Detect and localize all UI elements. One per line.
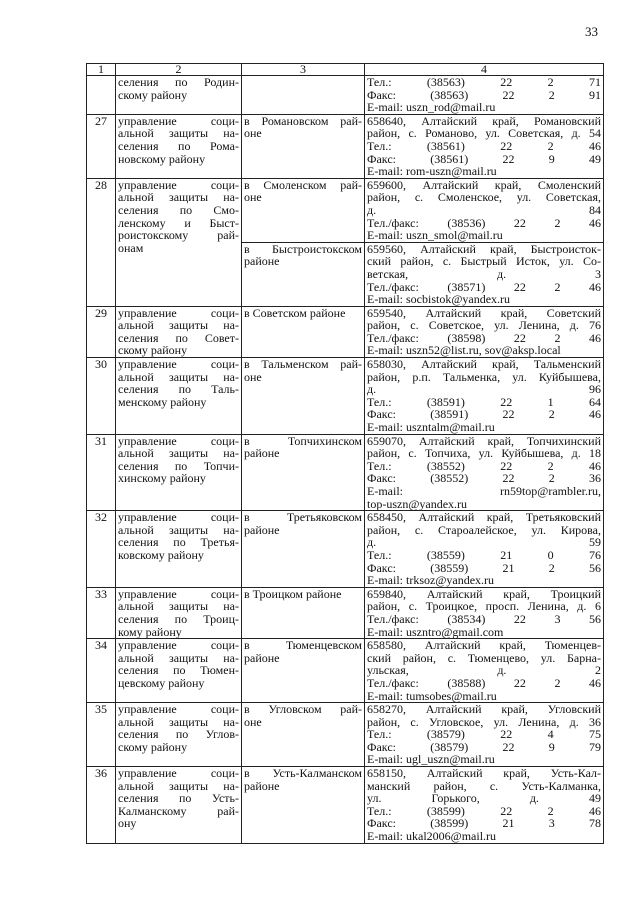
text-line: top-uszn@yandex.ru [367, 496, 468, 511]
column-number-4: 4 [365, 64, 604, 76]
contacts-cell [365, 639, 604, 703]
text-line: ону [118, 816, 137, 831]
contacts-cell [365, 511, 604, 588]
text-line: альной защиты на- [118, 446, 239, 461]
text-line: район, с. Советское, ул. Ленина, д. 76 [367, 318, 601, 333]
text-line: в Советском районе [244, 306, 346, 320]
page-number: 33 [585, 24, 598, 39]
row-number: 29 [87, 306, 116, 357]
district-cell [242, 242, 365, 306]
text-line: альной защиты на- [118, 369, 239, 384]
column-number-2: 2 [116, 64, 242, 76]
text-line: альной защиты на- [118, 714, 239, 729]
text-line: E-mail: trksoz@yandex.ru [367, 573, 495, 588]
text-line: селения по Троиц- [118, 611, 239, 626]
contacts-cell [365, 358, 604, 435]
district-cell [242, 511, 365, 588]
text-line: хинскому району [118, 471, 206, 486]
text-line: селения по Родин- [118, 75, 239, 89]
text-line: управление соци- [118, 587, 239, 601]
text-line: в Быстроистокском [244, 242, 362, 256]
table-row [87, 358, 604, 435]
organization-name [116, 434, 242, 511]
text-line: район, с. Троицкое, просп. Ленина, д. 6 [367, 599, 601, 614]
row-number: 36 [87, 767, 116, 844]
contacts-cell [365, 178, 604, 242]
text-line: Факс: (38599) 21 3 78 [367, 816, 601, 831]
row-number: 30 [87, 358, 116, 435]
text-line: 658640, Алтайский край, Романовский [367, 114, 601, 128]
text-line: E-mail: socbistok@yandex.ru [367, 292, 511, 307]
contacts-cell [365, 306, 604, 357]
text-line: управление соци- [118, 114, 239, 128]
text-line: скому району [118, 343, 188, 358]
text-line: управление соци- [118, 434, 239, 448]
table-row [87, 306, 604, 357]
text-line: управление соци- [118, 638, 239, 653]
text-line: селения по Третья- [118, 535, 239, 550]
text-line: Тел.: (38559) 21 0 76 [367, 547, 601, 562]
text-line: в Смоленском рай- [244, 178, 362, 192]
text-line: селения по Рома- [118, 138, 239, 153]
text-line: управление соци- [118, 510, 239, 525]
text-line: в Тальменском рай- [244, 357, 362, 372]
text-line: менскому району [118, 394, 207, 409]
district-cell [242, 434, 365, 511]
text-line: кому району [118, 624, 182, 639]
table-row [87, 511, 604, 588]
district-cell [242, 639, 365, 703]
row-number: 34 [87, 639, 116, 703]
text-line: Тел.: (38599) 22 2 46 [367, 803, 601, 818]
table-row [87, 767, 604, 844]
text-line: альной защиты на- [118, 522, 239, 537]
text-line: альной защиты на- [118, 650, 239, 665]
text-line: оне [244, 714, 262, 729]
text-line: 659560, Алтайский край, Быстроисток- [367, 242, 601, 256]
text-line: альной защиты на- [118, 778, 239, 793]
text-line: селения по Топчи- [118, 458, 239, 473]
text-line: новскому району [118, 151, 206, 166]
text-line: Тел.: (38591) 22 1 64 [367, 394, 601, 409]
text-line: управление соци- [118, 306, 239, 320]
text-line: селения по Тюмен- [118, 663, 239, 678]
organization-name [116, 703, 242, 767]
text-line: Тел.: (38579) 22 4 75 [367, 727, 601, 742]
text-line: E-mail: uszn_smol@mail.ru [367, 228, 503, 243]
organization-name [116, 358, 242, 435]
contacts-cell [365, 242, 604, 306]
organization-name [116, 639, 242, 703]
text-line: Факс: (38561) 22 9 49 [367, 151, 601, 166]
text-line: в Троицком районе [244, 587, 342, 601]
contacts-cell [365, 703, 604, 767]
column-number-3: 3 [242, 64, 365, 76]
text-line: управление соци- [118, 766, 239, 781]
district-cell [242, 306, 365, 357]
text-line: альной защиты на- [118, 599, 239, 614]
text-line: управление соци- [118, 178, 239, 192]
text-line: E-mail: uszn52@list.ru, sov@aksp.local [367, 343, 561, 358]
text-line: E-mail: tumsobes@mail.ru [367, 688, 497, 703]
district-cell [242, 767, 365, 844]
row-number: 33 [87, 587, 116, 638]
text-line: E-mail: uszn_rod@mail.ru [367, 100, 496, 115]
text-line: район, р.п. Тальменка, ул. Куйбышева, [367, 369, 601, 384]
row-number: 32 [87, 511, 116, 588]
text-line: район, с. Угловское, ул. Ленина, д. 36 [367, 714, 601, 729]
contacts-cell [365, 114, 604, 178]
organization-name [116, 511, 242, 588]
text-line: E-mail: ugl_uszn@mail.ru [367, 752, 495, 767]
text-line: 659070, Алтайский край, Топчихинский [367, 434, 601, 448]
organization-name [116, 76, 242, 115]
text-line: Тел./факс: (38588) 22 2 46 [367, 675, 601, 690]
text-line: селения по Углов- [118, 727, 239, 742]
text-line: районе [244, 778, 280, 793]
text-line: ский район, с. Тюменцево, ул. Барна- [367, 650, 601, 665]
text-line: 658150, Алтайский край, Усть-Кал- [367, 766, 601, 781]
table-row [87, 76, 604, 115]
contacts-cell [365, 767, 604, 844]
text-line: район, с. Староалейское, ул. Кирова, [367, 522, 601, 537]
column-number-1: 1 [87, 64, 116, 76]
table-row [87, 639, 604, 703]
text-line: Тел.: (38552) 22 2 46 [367, 458, 601, 473]
text-line: район, с. Романово, ул. Советская, д. 54 [367, 126, 601, 141]
text-line: Факс: (38591) 22 2 46 [367, 407, 601, 422]
text-line: ветская, д. 3 [367, 266, 601, 281]
row-number: 28 [87, 178, 116, 306]
text-line: манский район, с. Усть-Калманка, [367, 778, 601, 793]
text-line: Тел./факс: (38536) 22 2 46 [367, 215, 601, 230]
text-line: в Третьяковском [244, 510, 362, 525]
text-line: E-mail: rn59top@rambler.ru, [367, 484, 601, 498]
district-offices-table [86, 63, 604, 844]
row-number [87, 76, 116, 115]
text-line: селения по Смо- [118, 202, 239, 217]
text-line: ул. Горького, д. 49 [367, 791, 601, 806]
table-row [87, 703, 604, 767]
organization-name [116, 306, 242, 357]
table-row [87, 434, 604, 511]
district-cell [242, 114, 365, 178]
text-line: Факс: (38579) 22 9 79 [367, 739, 601, 754]
row-number: 27 [87, 114, 116, 178]
text-line: в Тюменцевском [244, 638, 362, 653]
text-line: селения по Таль- [118, 382, 239, 397]
text-line: 659840, Алтайский край, Троицкий [367, 587, 601, 601]
text-line: Факс: (38559) 21 2 56 [367, 560, 601, 575]
text-line: 659540, Алтайский край, Советский [367, 306, 601, 320]
text-line: E-mail: uszntro@gmail.com [367, 624, 504, 639]
text-line: д. 84 [367, 202, 601, 217]
district-cell [242, 703, 365, 767]
text-line: скому району [118, 87, 188, 102]
text-line: 658450, Алтайский край, Третьяковский [367, 510, 601, 525]
text-line: в Топчихинском [244, 434, 362, 448]
text-line: Факс: (38563) 22 2 91 [367, 87, 601, 102]
text-line: E-mail: rom-uszn@mail.ru [367, 164, 497, 179]
text-line: селения по Совет- [118, 330, 239, 345]
text-line: роистокскому рай- [118, 228, 239, 243]
text-line: 658270, Алтайский край, Угловский [367, 702, 601, 717]
text-line: ковскому району [118, 547, 204, 562]
text-line: 658030, Алтайский край, Тальменский [367, 357, 601, 372]
row-number: 31 [87, 434, 116, 511]
text-line: оне [244, 190, 262, 205]
text-line: в Угловском рай- [244, 702, 362, 717]
text-line: районе [244, 446, 280, 461]
text-line: Факс: (38552) 22 2 36 [367, 471, 601, 486]
text-line: селения по Усть- [118, 791, 239, 806]
table-row [87, 587, 604, 638]
contacts-cell [365, 587, 604, 638]
contacts-cell [365, 76, 604, 115]
contacts-cell [365, 434, 604, 511]
text-line: альной защиты на- [118, 318, 239, 333]
text-line: ский район, с. Быстрый Исток, ул. Со- [367, 254, 601, 269]
district-cell [242, 178, 365, 242]
table-row [87, 114, 604, 178]
district-cell [242, 358, 365, 435]
text-line: оне [244, 369, 262, 384]
text-line: д. 59 [367, 535, 601, 550]
text-line: альной защиты на- [118, 126, 239, 141]
text-line: район, с. Топчиха, ул. Куйбышева, д. 18 [367, 446, 601, 461]
text-line: районе [244, 650, 280, 665]
text-line: оне [244, 126, 262, 141]
district-cell [242, 76, 365, 115]
table-row [87, 178, 604, 242]
organization-name [116, 767, 242, 844]
text-line: ульская, д. 2 [367, 663, 601, 678]
text-line: Тел./факс: (38534) 22 3 56 [367, 611, 601, 626]
text-line: в Романовском рай- [244, 114, 362, 128]
text-line: д. 96 [367, 382, 601, 397]
text-line: районе [244, 522, 280, 537]
text-line: Тел./факс: (38571) 22 2 46 [367, 279, 601, 294]
organization-name [116, 178, 242, 306]
text-line: управление соци- [118, 702, 239, 717]
row-number: 35 [87, 703, 116, 767]
text-line: управление соци- [118, 357, 239, 372]
text-line: скому району [118, 739, 188, 754]
text-line: онам [118, 240, 144, 255]
text-line: ленскому и Быст- [118, 215, 239, 230]
district-cell [242, 587, 365, 638]
text-line: Калманскому рай- [118, 803, 239, 818]
organization-name [116, 587, 242, 638]
text-line: E-mail: uszntalm@mail.ru [367, 420, 495, 435]
text-line: Тел.: (38561) 22 2 46 [367, 138, 601, 153]
text-line: районе [244, 254, 280, 269]
column-number-row [87, 64, 604, 76]
text-line: район, с. Смоленское, ул. Советская, [367, 190, 601, 205]
text-line: Тел.: (38563) 22 2 71 [367, 75, 601, 89]
text-line: 659600, Алтайский край, Смоленский [367, 178, 601, 192]
table-body [87, 64, 604, 844]
text-line: 658580, Алтайский край, Тюменцев- [367, 638, 601, 653]
text-line: в Усть-Калманском [244, 766, 362, 781]
text-line: E-mail: ukal2006@mail.ru [367, 829, 497, 844]
text-line: Тел./факс: (38598) 22 2 46 [367, 330, 601, 345]
text-line: альной защиты на- [118, 190, 239, 205]
text-line: цевскому району [118, 675, 205, 690]
organization-name [116, 114, 242, 178]
